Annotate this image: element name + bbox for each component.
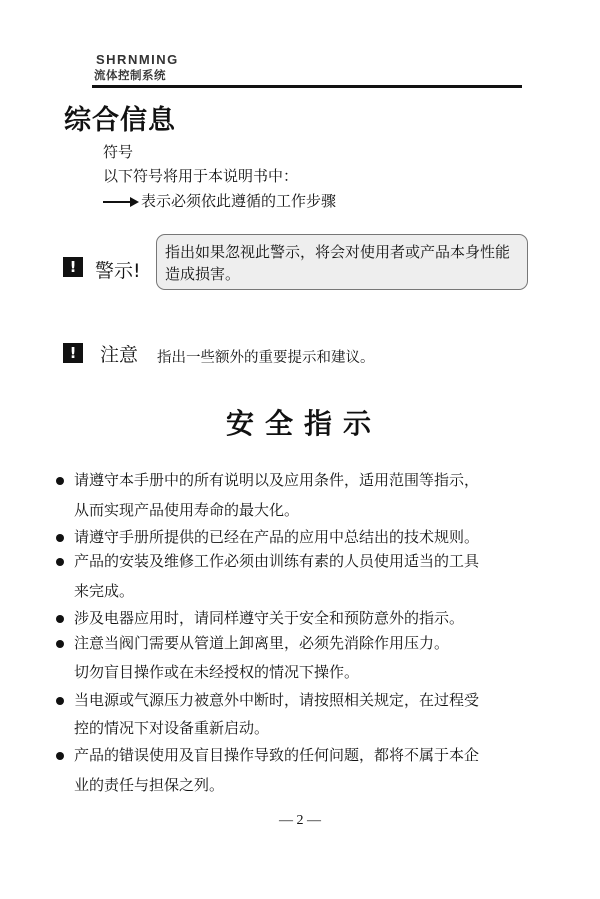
warning-box — [156, 234, 528, 290]
symbol-intro: 以下符号将用于本说明书中： — [103, 167, 299, 185]
warning-text-line2: 造成损害。 — [165, 265, 241, 283]
warning-icon: ! — [63, 257, 83, 277]
bullet-dot — [56, 558, 64, 566]
brand-name: SHRNMING — [96, 52, 179, 67]
safety-item-3-line2: 来完成。 — [74, 582, 135, 600]
header-rule — [92, 85, 522, 88]
bullet-dot — [56, 615, 64, 623]
safety-item-5-line2: 切勿盲目操作或在未经授权的情况下操作。 — [74, 663, 360, 681]
warning-label: 警示! — [95, 260, 141, 282]
bullet-dot — [56, 640, 64, 648]
page-number: — 2 — — [279, 813, 321, 828]
safety-item-4-line1: 涉及电器应用时，请同样遵守关于安全和预防意外的指示。 — [74, 609, 465, 627]
bullet-dot — [56, 752, 64, 760]
safety-item-3-line1: 产品的安装及维修工作必须由训练有素的人员使用适当的工具 — [74, 552, 480, 570]
brand-subtitle: 流体控制系统 — [94, 68, 166, 82]
safety-item-6-line1: 当电源或气源压力被意外中断时，请按照相关规定，在过程受 — [74, 691, 480, 709]
symbol-label: 符号 — [103, 143, 134, 161]
arrow-right-icon — [103, 196, 139, 208]
bullet-dot — [56, 697, 64, 705]
note-text: 指出一些额外的重要提示和建议。 — [157, 350, 375, 366]
safety-item-1-line2: 从而实现产品使用寿命的最大化。 — [74, 501, 300, 519]
section-title-general: 综合信息 — [64, 105, 176, 136]
safety-item-1-line1: 请遵守本手册中的所有说明以及应用条件，适用范围等指示， — [74, 471, 480, 489]
safety-item-7-line1: 产品的错误使用及盲目操作导致的任何问题，都将不属于本企 — [74, 746, 480, 764]
safety-item-6-line2: 控的情况下对设备重新启动。 — [74, 719, 270, 737]
bullet-dot — [56, 477, 64, 485]
warning-text-line1: 指出如果忽视此警示，将会对使用者或产品本身性能 — [165, 243, 511, 261]
safety-item-5-line1: 注意当阀门需要从管道上卸离里，必须先消除作用压力。 — [74, 634, 450, 652]
safety-item-2-line1: 请遵守手册所提供的已经在产品的应用中总结出的技术规则。 — [74, 528, 480, 546]
arrow-legend — [103, 192, 336, 210]
safety-item-7-line2: 业的责任与担保之列。 — [74, 776, 225, 794]
bullet-dot — [56, 534, 64, 542]
section-title-safety: 安全指示 — [225, 407, 382, 440]
note-icon: ! — [63, 343, 83, 363]
note-label: 注意 — [100, 344, 139, 366]
arrow-description: 表示必须依此遵循的工作步骤 — [141, 192, 337, 210]
